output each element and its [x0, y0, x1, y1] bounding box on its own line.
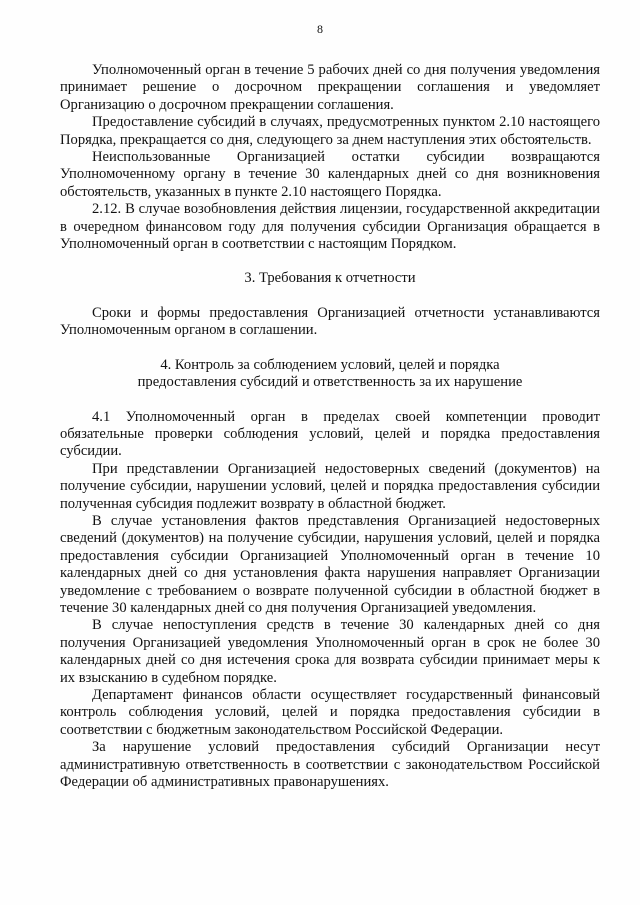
paragraph-unused-balance-return: Неиспользованные Организацией остатки субсидии возвращаются Уполномоченному органу в течение 30 календарных дней со дня возникновения обстоятельств, указанных в пункте 2.10 настоящего Порядка. — [60, 149, 600, 200]
paragraph-4-1-inspections: 4.1 Уполномоченный орган в пределах своей компетенции проводит обязательные проверки соблюдения условий, целей и порядка предоставления субсидии. — [60, 408, 600, 460]
paragraph-non-receipt-of-funds: В случае непоступления средств в течение 30 календарных дней со дня получения Организацией уведомления Уполномоченный орган в срок не более 30 календарных дней со дня истечения срока для возврата субсидии принимает меры к их взысканию в судебном порядке. — [60, 617, 600, 686]
paragraph-termination-of-subsidy: Предоставление субсидий в случаях, предусмотренных пунктом 2.10 настоящего Порядка, прекращается со дня, следующего за днем наступления этих обстоятельств. — [60, 114, 600, 148]
paragraph-reporting-terms: Сроки и формы предоставления Организацией отчетности устанавливаются Уполномоченным органом в соглашении. — [60, 304, 600, 339]
paragraph-false-information: При представлении Организацией недостоверных сведений (документов) на получение субсидии, нарушении условий, целей и порядка предоставления субсидии полученная субсидия подлежит возврату в областной бюджет. — [60, 460, 600, 512]
paragraph-administrative-liability: За нарушение условий предоставления субсидий Организации несут административную ответственность в соответствии с законодательством Российской Федерации об административных правонарушениях. — [60, 739, 600, 791]
page-number: 8 — [317, 22, 323, 36]
paragraph-early-termination-notice: Уполномоченный орган в течение 5 рабочих дней со дня получения уведомления принимает решение о досрочном прекращении соглашения и уведомляет Организацию о досрочном прекращении соглашения. — [60, 62, 600, 113]
section-3-heading — [60, 270, 600, 287]
section-4-heading — [60, 357, 600, 392]
document-body — [60, 62, 600, 791]
paragraph-violation-notice: В случае установления фактов представления Организацией недостоверных сведений (документов) на получение субсидии, нарушения условий, целей и порядка предоставления субсидии Организацией Уполномоченный орган в течение 10 календарных дней со дня установления факта нарушения направляет Организации уведомление с требованием о возврате полученной субсидии в областной бюджет в течение 30 календарных дней со дня получения Организацией уведомления. — [60, 512, 600, 616]
section-4-title-line1: 4. Контроль за соблюдением условий, целей и порядка — [160, 356, 500, 373]
paragraph-2-12-renewal: 2.12. В случае возобновления действия лицензии, государственной аккредитации в очередном финансовом году для получения субсидии Организация обращается в Уполномоченный орган в соответствии с настоящим Порядком. — [60, 201, 600, 253]
section-4-title-line2: предоставления субсидий и ответственность за их нарушение — [137, 374, 523, 391]
section-3-title: 3. Требования к отчетности — [244, 270, 416, 287]
paragraph-financial-control: Департамент финансов области осуществляет государственный финансовый контроль соблюдения условий, целей и порядка предоставления субсидии в соответствии с бюджетным законодательством Российской Федерации. — [60, 687, 600, 738]
